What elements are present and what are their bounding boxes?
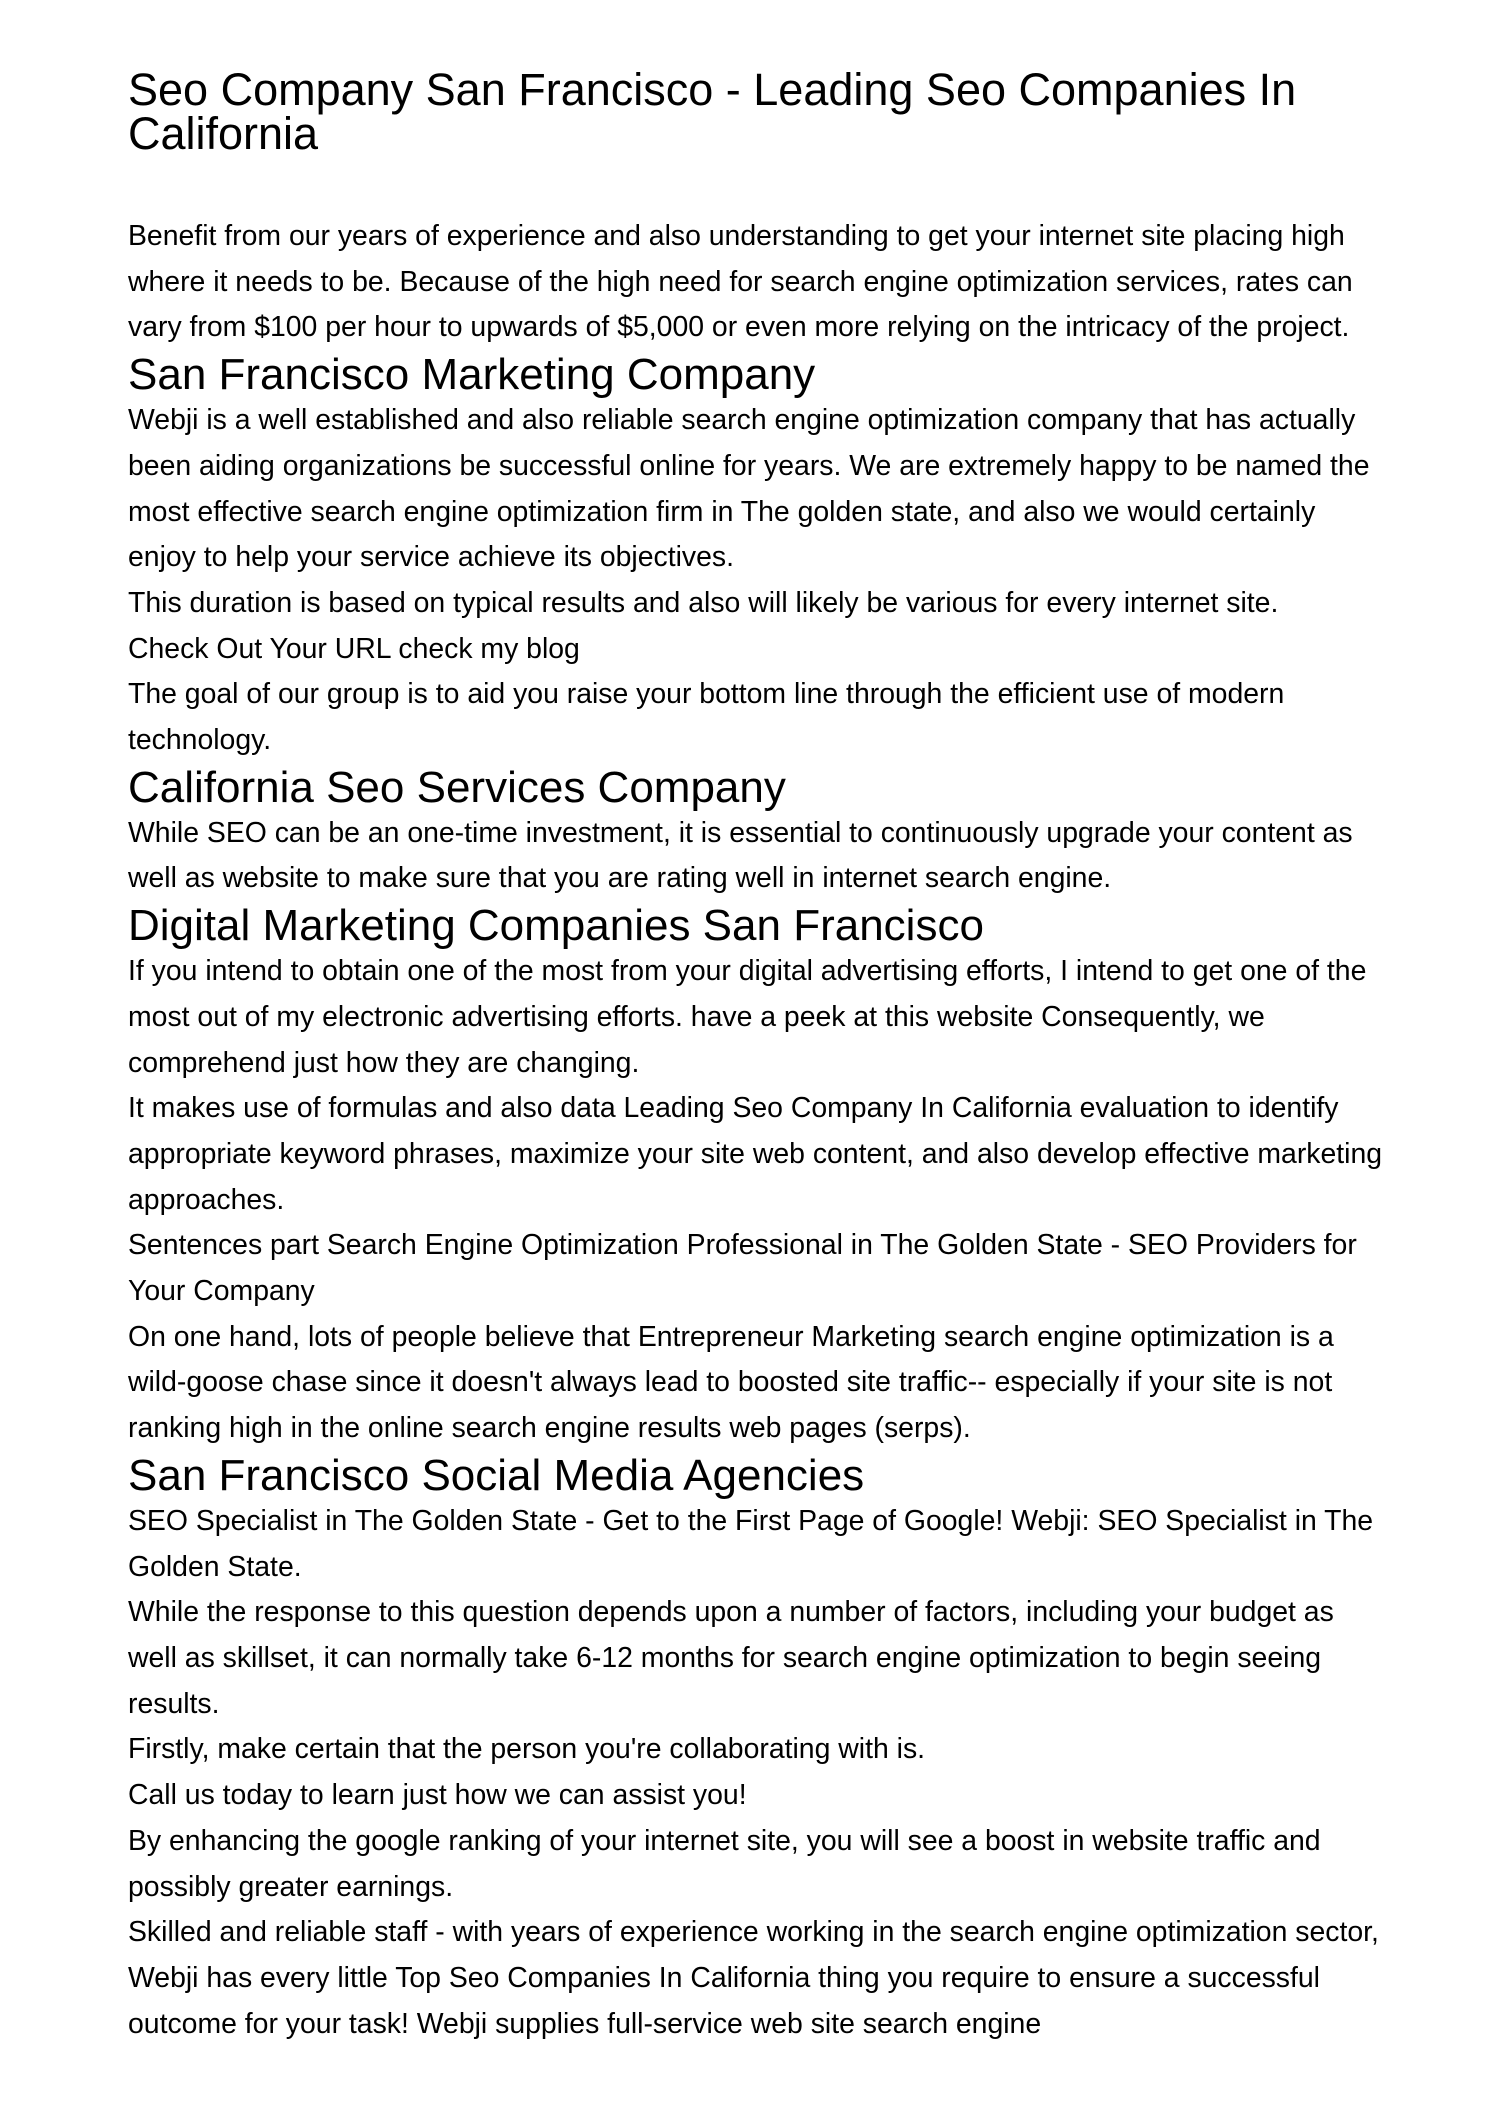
- paragraph: By enhancing the google ranking of your internet site, you will see a boost in website traffic and possibly greater earnings.: [128, 1824, 1321, 1903]
- section-heading: San Francisco Marketing Company: [128, 350, 816, 400]
- section-heading: Digital Marketing Companies San Francisco: [128, 901, 984, 951]
- paragraph: This duration is based on typical results and also will likely be various for every internet site.: [128, 586, 1279, 619]
- paragraph: Skilled and reliable staff - with years of experience working in the search engine optimization sector, Webji has every little Top Seo Companies In California thing you require to ensure a successful outcome for your task! Webji supplies full-service web site search engine: [128, 1916, 1379, 2040]
- paragraph: It makes use of formulas and also data Leading Seo Company In California evaluation to identify appropriate keyword phrases, maximize your site web content, and also develop effective marketing approaches.: [128, 1092, 1383, 1216]
- paragraph: Firstly, make certain that the person you're collaborating with is.: [128, 1733, 926, 1766]
- paragraph: Webji is a well established and also reliable search engine optimization company that has actually been aiding organizations be successful online for years. We are extremely happy to be named the most effective search engine optimization firm in The golden state, and also we would certainly enjoy to help your service achieve its objectives.: [128, 404, 1370, 574]
- paragraph: The goal of our group is to aid you raise your bottom line through the efficient use of modern technology.: [128, 678, 1285, 757]
- paragraph: Check Out Your URL check my blog: [128, 632, 580, 665]
- paragraph: SEO Specialist in The Golden State - Get to the First Page of Google! Webji: SEO Specialist in The Golden State.: [128, 1504, 1374, 1583]
- paragraph: While SEO can be an one-time investment, it is essential to continuously upgrade your content as well as website to make sure that you are rating well in internet search engine.: [128, 816, 1353, 895]
- document-page: [128, 64, 1388, 2047]
- intro-paragraph: Benefit from our years of experience and also understanding to get your internet site placing high where it needs to be. Because of the high need for search engine optimization services, rates can vary from $100 per hour to upwards of $5,000 or even more relying on the intricacy of the project.: [128, 220, 1353, 344]
- section-heading: California Seo Services Company: [128, 762, 786, 812]
- paragraph: Sentences part Search Engine Optimization Professional in The Golden State - SEO Providers for Your Company: [128, 1229, 1357, 1308]
- paragraph: While the response to this question depends upon a number of factors, including your budget as well as skillset, it can normally take 6-12 months for search engine optimization to begin seeing results.: [128, 1596, 1334, 1720]
- page-title: Seo Company San Francisco - Leading Seo Companies In California: [128, 64, 1297, 159]
- paragraph: If you intend to obtain one of the most from your digital advertising efforts, I intend to get one of the most out of my electronic advertising efforts. have a peek at this website Consequently, we comprehend just how they are changing.: [128, 955, 1367, 1079]
- paragraph: Call us today to learn just how we can assist you!: [128, 1779, 747, 1812]
- section-heading: San Francisco Social Media Agencies: [128, 1450, 865, 1500]
- paragraph: On one hand, lots of people believe that Entrepreneur Marketing search engine optimization is a wild-goose chase since it doesn't always lead to boosted site traffic-- especially if your site is not ranking high in the online search engine results web pages (serps).: [128, 1320, 1334, 1445]
